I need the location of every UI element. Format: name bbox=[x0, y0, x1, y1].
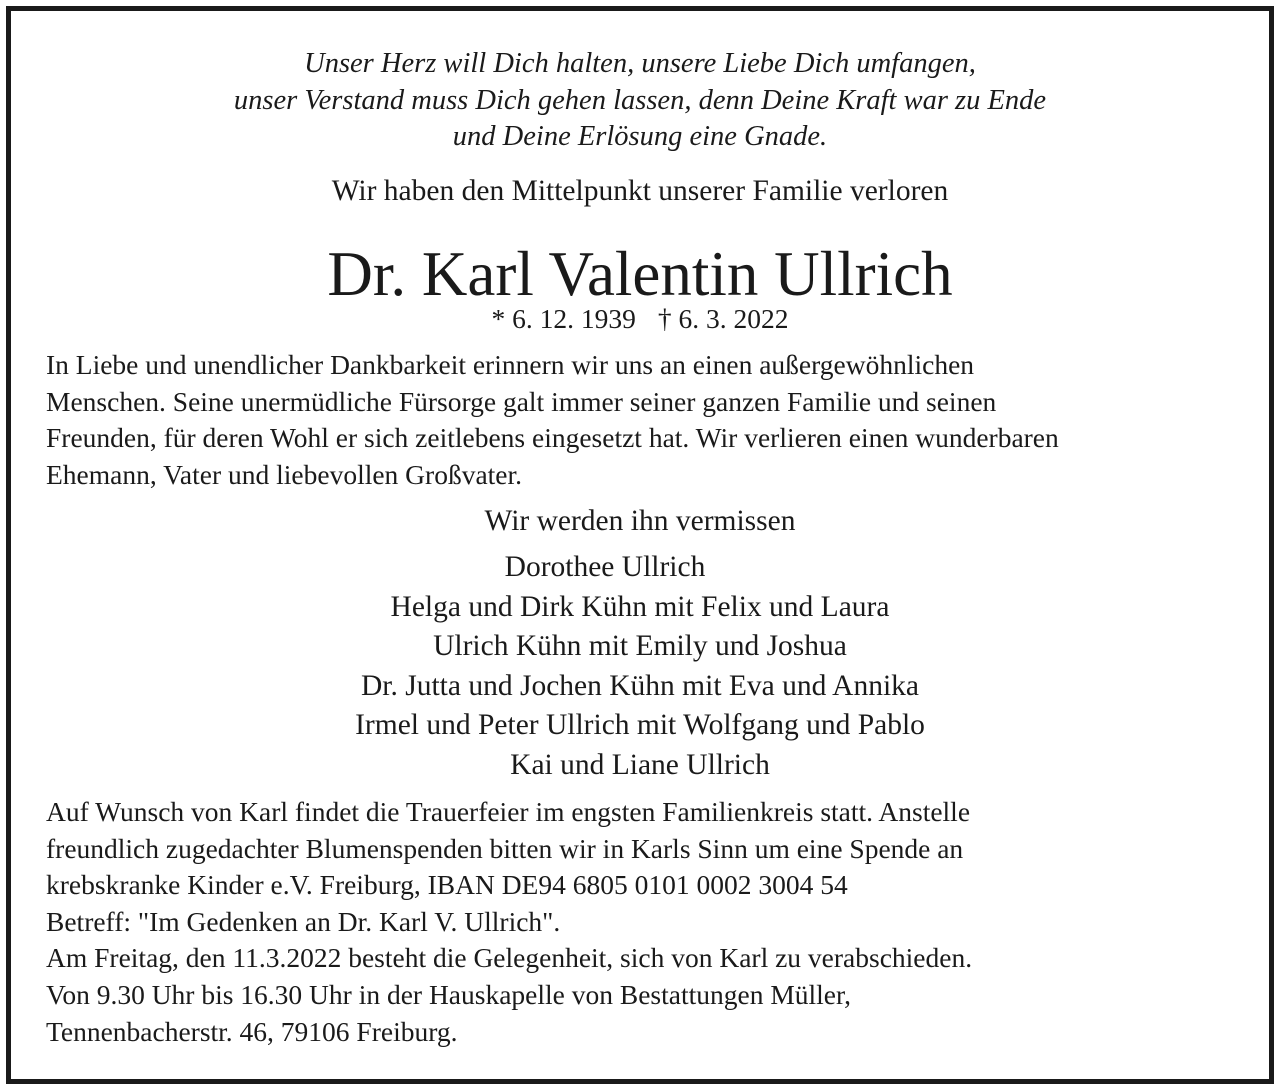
family-member: Irmel und Peter Ullrich mit Wolfgang und Pablo bbox=[355, 709, 925, 742]
closing-line: Betreff: "Im Gedenken an Dr. Karl V. Ullrich". bbox=[46, 905, 561, 937]
family-member: Dr. Jutta und Jochen Kühn mit Eva und Annika bbox=[361, 669, 919, 702]
closing-line: Auf Wunsch von Karl findet die Trauerfeier im engsten Familienkreis statt. Anstelle bbox=[46, 796, 971, 827]
closing-line: Von 9.30 Uhr bis 16.30 Uhr in der Hauskapelle von Bestattungen Müller, bbox=[46, 978, 851, 1010]
tribute-line: Menschen. Seine unermüdliche Fürsorge galt immer seiner ganzen Familie und seinen bbox=[46, 385, 997, 417]
birth-date: * 6. 12. 1939 bbox=[491, 303, 636, 334]
verse-line: Unser Herz will Dich halten, unsere Liebe Dich umfangen, bbox=[304, 48, 976, 79]
closing-paragraph bbox=[46, 794, 1246, 1050]
tribute-line: Ehemann, Vater und liebevollen Großvater. bbox=[46, 459, 523, 491]
family-member: Dorothee Ullrich bbox=[504, 551, 706, 583]
life-dates bbox=[0, 301, 1280, 337]
verse-line: unser Verstand muss Dich gehen lassen, denn Deine Kraft war zu Ende bbox=[233, 84, 1047, 116]
family-member: Ulrich Kühn mit Emily und Joshua bbox=[433, 630, 847, 663]
memorial-verse bbox=[0, 46, 1280, 156]
tribute-paragraph bbox=[46, 347, 1246, 494]
closing-line: freundlich zugedachter Blumenspenden bitten wir in Karls Sinn um eine Spende an bbox=[46, 832, 964, 864]
family-member: Kai und Liane Ullrich bbox=[510, 748, 770, 781]
deceased-name: Dr. Karl Valentin Ullrich bbox=[327, 239, 953, 309]
family-list bbox=[0, 548, 1280, 786]
tribute-line: In Liebe und unendlicher Dankbarkeit erinnern wir uns an einen außergewöhnlichen bbox=[46, 349, 975, 380]
verse-line: und Deine Erlösung eine Gnade. bbox=[452, 121, 828, 152]
miss-line: Wir werden ihn vermissen bbox=[484, 505, 796, 537]
family-member: Helga und Dirk Kühn mit Felix und Laura bbox=[390, 590, 890, 623]
closing-line: krebskranke Kinder e.V. Freiburg, IBAN DE94 6805 0101 0002 3004 54 bbox=[46, 869, 848, 901]
closing-line: Tennenbacherstr. 46, 79106 Freiburg. bbox=[46, 1015, 458, 1047]
tribute-line: Freunden, für deren Wohl er sich zeitlebens eingesetzt hat. Wir verlieren einen wunderbaren bbox=[46, 422, 1059, 454]
death-date: † 6. 3. 2022 bbox=[657, 303, 789, 334]
lead-line: Wir haben den Mittelpunkt unserer Familie verloren bbox=[331, 175, 949, 207]
closing-line: Am Freitag, den 11.3.2022 besteht die Gelegenheit, sich von Karl zu verabschieden. bbox=[46, 942, 973, 974]
